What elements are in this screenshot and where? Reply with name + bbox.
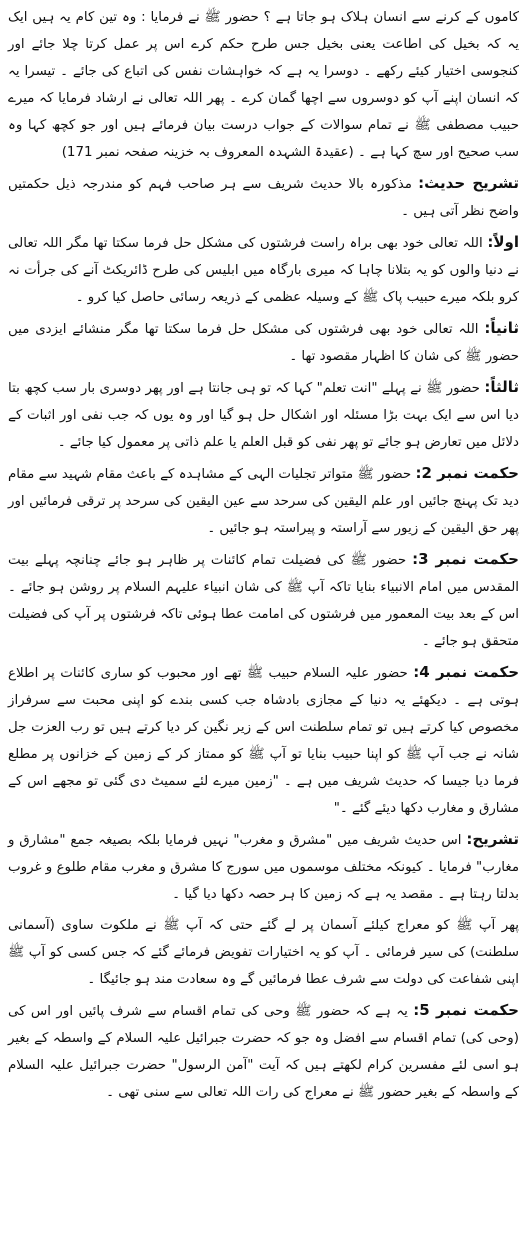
paragraph-text: اللہ تعالی خود بھی فرشتوں کی مشکل حل فرما سکتا تھا مگر منشائے ایزدی میں حضور ﷺ کی شان کا اظہار مقصود تھا ۔ bbox=[8, 322, 519, 364]
paragraph-hadith-explanation bbox=[8, 170, 519, 225]
paragraph-wisdom-5 bbox=[8, 997, 519, 1106]
heading-second: ثانیاً: bbox=[484, 319, 519, 337]
paragraph-wisdom-3 bbox=[8, 546, 519, 655]
paragraph-text: پھر آپ ﷺ کو معراج کیلئے آسمان پر لے گئے حتی کہ آپ ﷺ نے ملکوت ساوی (آسمانی سلطنت) کی سیر فرمائی ۔ آپ کو یہ اختیارات تفویض فرمائے گئے کہ جس کسی کو آپ ﷺ اپنی شفاعت کی دولت سے شرف عطا فرمائیں گے وہ سعادت مند ہو جائیگا ۔ bbox=[8, 918, 519, 987]
paragraph-commentary bbox=[8, 826, 519, 908]
paragraph-miraj bbox=[8, 912, 519, 993]
paragraph-text: مذکورہ بالا حدیث شریف سے ہر صاحب فہم کو مندرجہ ذیل حکمتیں واضح نظر آتی ہیں ۔ bbox=[8, 177, 519, 219]
paragraph-text: یہ ہے کہ حضور ﷺ وحی کی تمام اقسام سے شرف پائیں اور اس کی (وحی کی) تمام اقسام سے افضل وہ جو کہ حضرت جبرائیل علیہ السلام کے واسطہ کے بغیر ہو اسی لئے مفسرین کرام لکھتے ہیں کہ آیت "آمن الرسول" حضرت جبرائیل علیہ السلام کے واسطہ کے بغیر حضور ﷺ نے معراج کی رات اللہ تعالی سے سنی تھی ۔ bbox=[8, 1004, 519, 1100]
paragraph-text: حضور ﷺ متواتر تجلیات الہی کے مشاہدہ کے باعث مقام شہید سے مقام دید تک پہنچ جائیں اور علم الیقین کی سرحد سے عین الیقین کی سرحد پر ترقی فرمائیں اور پھر حق الیقین کے زیور سے آراستہ و پیراستہ ہو جائیں ۔ bbox=[8, 467, 519, 536]
heading-wisdom-4: حکمت نمبر 4: bbox=[413, 663, 519, 681]
heading-wisdom-5: حکمت نمبر 5: bbox=[413, 1001, 519, 1019]
paragraph-first bbox=[8, 229, 519, 311]
paragraph-wisdom-2 bbox=[8, 460, 519, 542]
paragraph-wisdom-4 bbox=[8, 659, 519, 822]
paragraph-third bbox=[8, 374, 519, 456]
paragraph-intro bbox=[8, 4, 519, 166]
heading-wisdom-2: حکمت نمبر 2: bbox=[415, 464, 519, 482]
heading-third: ثالثاً: bbox=[484, 378, 520, 396]
paragraph-second bbox=[8, 315, 519, 370]
paragraph-text: حضور ﷺ کی فضیلت تمام کائنات پر ظاہر ہو جائے چنانچہ پہلے بیت المقدس میں امام الانبیاء بنایا تاکہ آپ ﷺ کی شان انبیاء علیہم السلام پر روشن ہو جائے ۔ اس کے بعد بیت المعمور میں فرشتوں کی امامت عطا ہوئی تاکہ فرشتوں پر آپ کی فضیلت متحقق ہو جائے ۔ bbox=[8, 553, 519, 649]
paragraph-text: حضور علیہ السلام حبیب ﷺ تھے اور محبوب کو ساری کائنات پر اطلاع ہوتی ہے ۔ دیکھئے یہ دنیا کے مجازی بادشاہ جب کسی بندے کو اپنی محبت سے سرفراز مخصوص کیا کرتے ہیں تو تمام سلطنت اس کے زیر نگین کر دیا کرتے ہیں تو رب العزت جل شانہ نے جب آپ ﷺ کو اپنا حبیب بنایا تو آپ ﷺ کو ممتاز کر کے زمین کے خزانوں پر مطلع فرما دیا جیسا کہ حدیث شریف میں ہے ۔ "زمین میرے لئے سمیٹ دی گئی تو مجھے اس کے مشارق و مغارب دکھا دیئے گئے ۔" bbox=[8, 666, 519, 816]
paragraph-text: حضور ﷺ نے پہلے "انت تعلم" کہا کہ تو ہی جانتا ہے اور پھر دوسری بار سب کچھ بتا دیا اس سے ایک بہت بڑا مسئلہ اور اشکال حل ہو گیا اور وہ یوں کہ جب نفی اور اثبات کے دلائل میں تعارض ہو جائے تو پھر نفی کو قبل العلم یا علم ذاتی پر معمول کیا جائے ۔ bbox=[8, 381, 519, 450]
heading-wisdom-3: حکمت نمبر 3: bbox=[412, 550, 519, 568]
heading-commentary: تشریح: bbox=[466, 830, 519, 848]
heading-hadith-explanation: تشریح حدیث: bbox=[418, 174, 519, 192]
paragraph-text: کاموں کے کرنے سے انسان ہلاک ہو جاتا ہے ؟ حضور ﷺ نے فرمایا : وہ تین کام یہ ہیں ایک یہ کہ بخیل کی اطاعت یعنی بخیل جس طرح حکم کرے اس پر عمل کرتا چلا جائے اور کنجوسی اختیار کیئے رکھے ۔ دوسرا یہ ہے کہ خواہشات نفس کی اتباع کی جائے ۔ تیسرا یہ کہ انسان اپنے آپ کو دوسروں سے اچھا گمان کرے ۔ پھر اللہ تعالی نے ارشاد فرمایا کہ میرے حبیب مصطفی ﷺ نے تمام سوالات کے جواب درست بیان فرمائے ہیں اور جو کچھ کہا وہ سب صحیح اور سچ کہا ہے ۔ (عقیدۃ الشہدہ المعروف بہ خزینہ صفحہ نمبر 171) bbox=[8, 10, 519, 160]
paragraph-text: اس حدیث شریف میں "مشرق و مغرب" نہیں فرمایا بلکہ بصیغہ جمع "مشارق و مغارب" فرمایا ۔ کیونکہ مختلف موسموں میں سورج کا مشرق و مغرب مقام طلوع و غروب بدلتا رہتا ہے ۔ مقصد یہ ہے کہ زمین کا ہر حصہ دکھا دیا گیا ۔ bbox=[8, 833, 519, 902]
paragraph-text: اللہ تعالی خود بھی براہ راست فرشتوں کی مشکل حل فرما سکتا تھا مگر اللہ تعالی نے دنیا والوں کو یہ بتلانا چاہا کہ میری بارگاہ میں ابلیس کی طرح ڈائریکٹ آنے کی جرأت نہ کرو بلکہ میرے حبیب پاک ﷺ کے وسیلہ عظمی کے ذریعہ رسائی حاصل کیا کرو ۔ bbox=[8, 236, 519, 305]
heading-first: اولاً: bbox=[487, 233, 519, 251]
